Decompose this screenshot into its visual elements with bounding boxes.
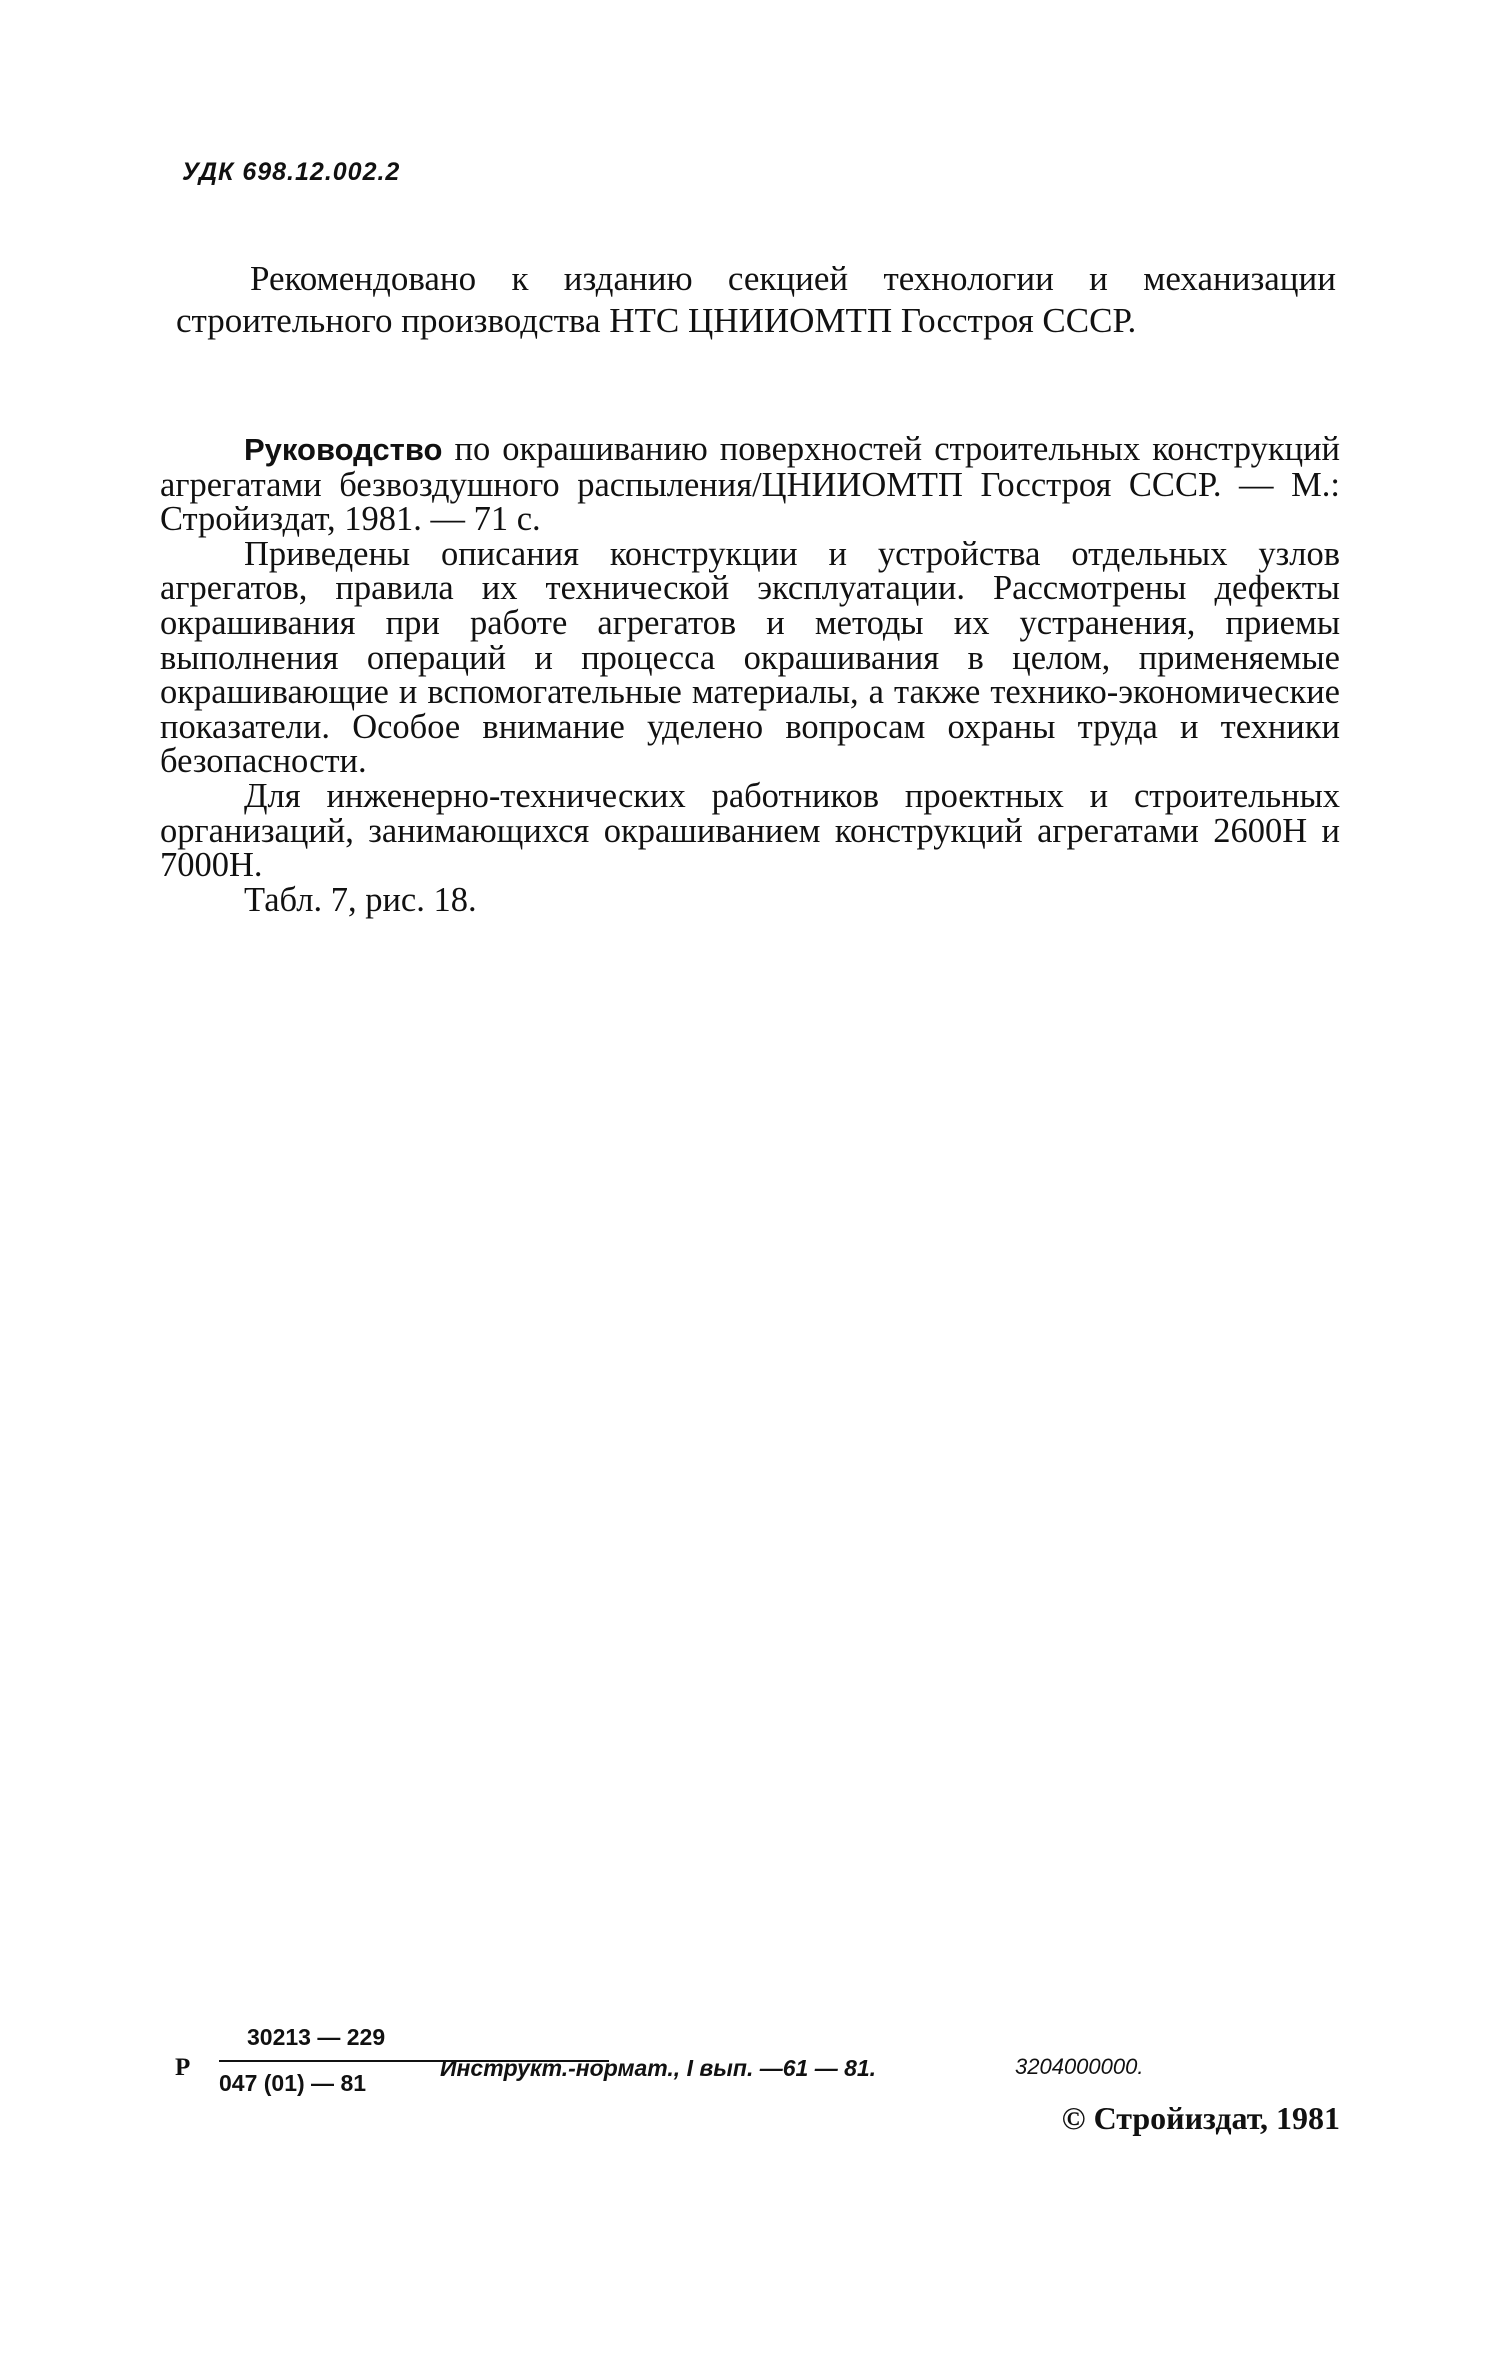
summary-paragraph: Приведены описания конструкции и устройства отдельных узлов агрегатов, правила их технической эксплуатации. Рассмотрены дефекты окрашивания при работе агрегатов и методы их устранения, приемы выполнения операций и процесса окрашивания в целом, применяемые окрашивающие и вспомогательные материалы, а также технико-экономические показатели. Особое внимание уделено вопросам охраны труда и техники безопасности. xyxy=(160,534,1340,781)
recommendation-note: Рекомендовано к изданию секцией технологии и механизации строительного производства НТС ЦНИИОМТП Госстроя СССР. xyxy=(176,259,1336,340)
catalog-code: 3204000000. xyxy=(1015,2054,1144,2079)
copyright-notice: © Стройиздат, 1981 xyxy=(1061,2100,1340,2136)
citation-text: по окрашиванию поверхностей строительных конструкций агрегатами безвоздушного распыления/ЦНИИОМТП Госстроя СССР. — М.: Стройиздат, 1981. — 71 с. xyxy=(160,430,1340,539)
udk-code: УДК 698.12.002.2 xyxy=(182,158,401,186)
publication-footer xyxy=(175,2010,1340,2150)
series-info: Инструкт.-нормат., I вып. —61 — 81. xyxy=(440,2055,877,2081)
index-letter: Р xyxy=(175,2054,191,2081)
fraction-numerator: 30213 — 229 xyxy=(247,2024,386,2050)
citation-paragraph xyxy=(160,432,1340,537)
abstract-block xyxy=(160,432,1340,917)
audience-paragraph: Для инженерно-технических работников проектных и строительных организаций, занимающихся окрашиванием конструкций агрегатами 2600Н и 7000Н. xyxy=(160,776,1340,885)
tables-figures-note: Табл. 7, рис. 18. xyxy=(244,880,477,919)
fraction-denominator: 047 (01) — 81 xyxy=(219,2070,367,2096)
citation-lead: Руководство xyxy=(244,432,443,467)
